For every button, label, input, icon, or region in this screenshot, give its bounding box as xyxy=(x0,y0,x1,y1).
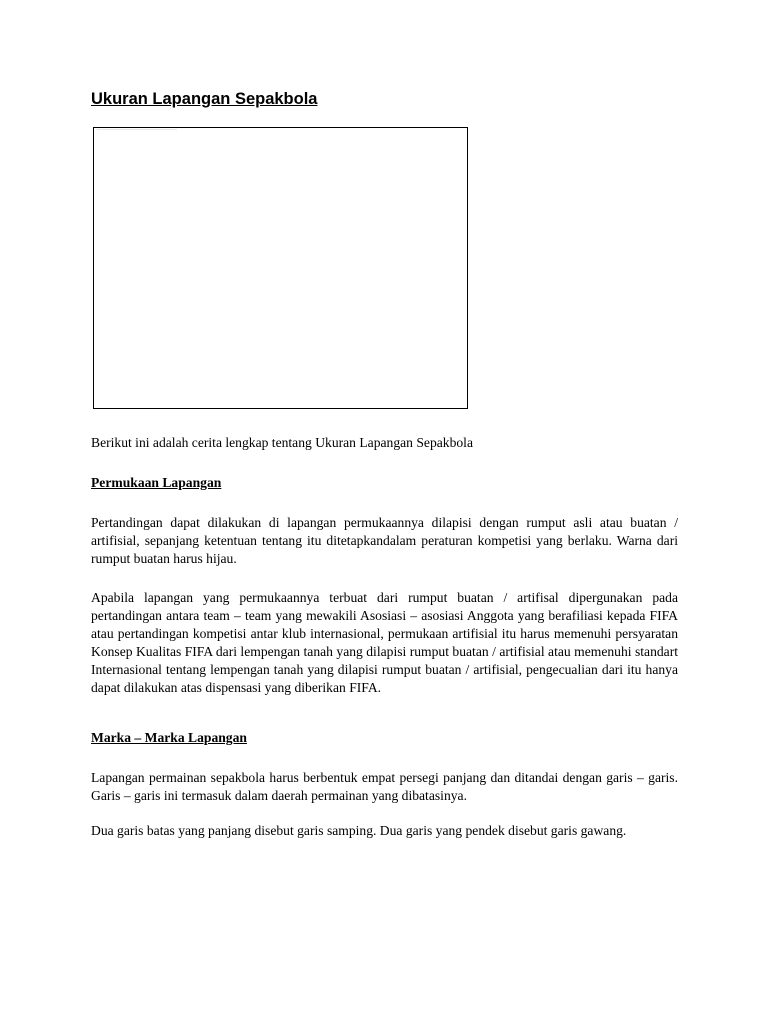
intro-paragraph: Berikut ini adalah cerita lengkap tentang Ukuran Lapangan Sepakbola xyxy=(91,435,473,450)
paragraph-permukaan-2: Apabila lapangan yang permukaannya terbuat dari rumput buatan / artifisal dipergunakan pada pertandingan antara team – team yang mewakili Asosiasi – asosiasi Anggota yang berafiliasi kepada FIFA atau pertandingan kompetisi antar klub internasional, permukaan artifisial itu harus memenuhi persyaratan Konsep Kualitas FIFA dari lempengan tanah yang dilapisi rumput buatan / artifisial atau memenuhi standart Internasional tentang lempengan tanah yang dilapisi rumput buatan / artifisial, pengecualian dari itu hanya dapat dilakukan atas dispensasi yang diberikan FIFA. xyxy=(91,590,678,695)
image-placeholder-frame xyxy=(93,127,468,409)
paragraph-marka-2: Dua garis batas yang panjang disebut garis samping. Dua garis yang pendek disebut garis gawang. xyxy=(91,823,627,838)
section-heading-marka-lapangan: Marka – Marka Lapangan xyxy=(91,730,247,745)
section-heading-permukaan-lapangan: Permukaan Lapangan xyxy=(91,475,222,490)
document-title: Ukuran Lapangan Sepakbola xyxy=(91,90,318,108)
paragraph-marka-1: Lapangan permainan sepakbola harus berbentuk empat persegi panjang dan ditandai dengan garis – garis. Garis – garis ini termasuk dalam daerah permainan yang dibatasinya. xyxy=(91,770,678,803)
paragraph-permukaan-1: Pertandingan dapat dilakukan di lapangan permukaannya dilapisi dengan rumput asli atau buatan / artifisial, sepanjang ketentuan tentang itu ditetapkandalam peraturan kompetisi yang berlaku. Warna dari rumput buatan harus hijau. xyxy=(91,515,678,566)
image-placeholder-text: ———————————————————————————————————————— xyxy=(97,129,177,131)
